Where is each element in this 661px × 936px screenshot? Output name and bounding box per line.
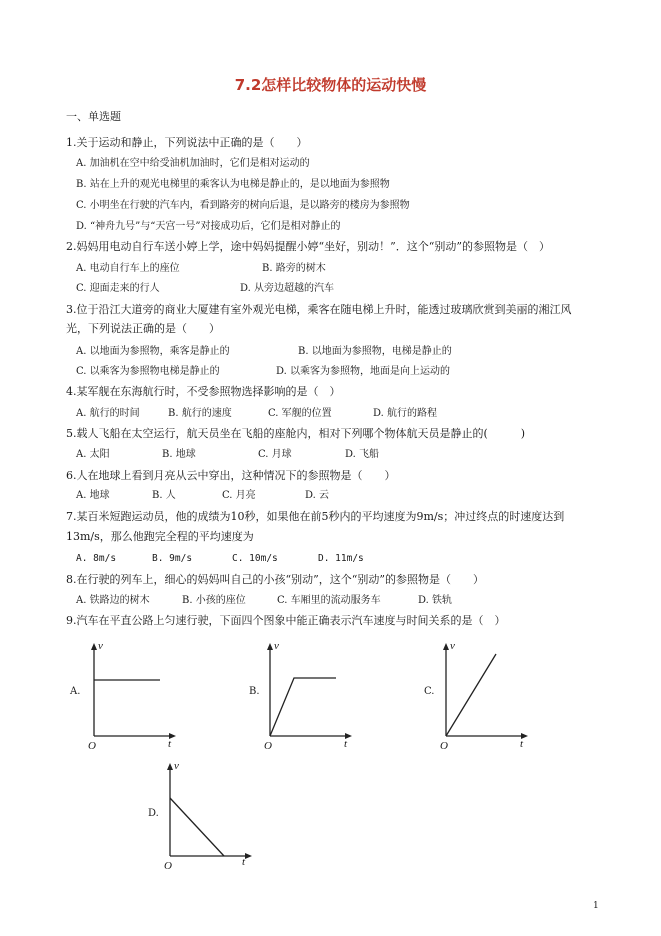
q2-option-d: D. 从旁边超越的汽车 [240,283,335,294]
q6-option-a: A. 地球 [76,490,110,501]
q4-option-b: B. 航行的速度 [168,408,232,419]
q6-option-d: D. 云 [305,490,330,501]
question-7-stem-line1: 7.某百米短跑运动员，他的成绩为10秒，如果他在前5秒内的平均速度为9m/s；冲过终点的时速度达到 [66,510,565,523]
q7-option-b: B. 9m/s [152,553,193,564]
question-8-stem: 8.在行驶的列车上，细心的妈妈叫自己的小孩“别动”，这个“别动”的参照物是（ ） [66,573,484,586]
q6-option-b: B. 人 [152,490,176,501]
q1-option-a: A. 加油机在空中给受油机加油时，它们是相对运动的 [76,158,310,169]
question-3-stem-line2: 光，下列说法正确的是（ ） [66,322,220,335]
page-title: 7.2怎样比较物体的运动快慢 [234,76,427,94]
q3-option-b: B. 以地面为参照物，电梯是静止的 [298,346,452,357]
question-4-stem: 4.某军舰在东海航行时，不受参照物选择影响的是（ ） [66,385,341,398]
q7-option-a: A. 8m/s [76,553,117,564]
page-number: 1 [593,901,599,911]
q5-option-b: B. 地球 [162,449,196,460]
q1-option-c: C. 小明坐在行驶的汽车内，看到路旁的树向后退，是以路旁的楼房为参照物 [76,200,410,211]
question-6-stem: 6.人在地球上看到月亮从云中穿出，这种情况下的参照物是（ ） [66,469,396,482]
q4-option-d: D. 航行的路程 [373,408,438,419]
q3-option-a: A. 以地面为参照物，乘客是静止的 [76,346,230,357]
q5-option-a: A. 太阳 [76,449,110,460]
q2-option-c: C. 迎面走来的行人 [76,283,160,294]
q7-option-d: D. 11m/s [318,553,364,564]
graph-c-t-label: t [520,738,524,750]
graph-b-origin: O [264,740,272,752]
question-5-stem: 5.载人飞船在太空运行，航天员坐在飞船的座舱内，相对下列哪个物体航天员是静止的( ) [66,427,526,440]
graph-a-origin: O [88,740,96,752]
question-9-stem: 9.汽车在平直公路上匀速行驶，下面四个图象中能正确表示汽车速度与时间关系的是（ ） [66,614,506,627]
q4-option-c: C. 军舰的位置 [268,408,332,419]
q4-option-a: A. 航行的时间 [76,408,140,419]
q8-option-d: D. 铁轨 [418,595,453,606]
graph-d-t-label: t [242,856,246,868]
graph-a-v-label: v [98,640,103,652]
q2-option-a: A. 电动自行车上的座位 [76,263,180,274]
q3-option-c: C. 以乘客为参照物电梯是静止的 [76,366,220,377]
graph-c-origin: O [440,740,448,752]
graph-b-v-label: v [274,640,279,652]
q8-option-a: A. 铁路边的树木 [76,595,150,606]
graph-a-t-label: t [168,738,172,750]
graph-a-horizontal-line [84,640,184,752]
graph-c-v-label: v [450,640,455,652]
graph-d-origin: O [164,860,172,872]
q2-option-b: B. 路旁的树木 [262,263,326,274]
q5-option-d: D. 飞船 [345,449,380,460]
section-heading: 一、单选题 [66,110,121,123]
q1-option-b: B. 站在上升的观光电梯里的乘客认为电梯是静止的，是以地面为参照物 [76,179,390,190]
q6-option-c: C. 月亮 [222,490,256,501]
q8-option-c: C. 车厢里的流动服务车 [277,595,381,606]
graph-d-label: D. [148,808,159,819]
graph-b-t-label: t [344,738,348,750]
graph-c-label: C. [424,686,435,697]
question-3-stem-line1: 3.位于沿江大道旁的商业大厦建有室外观光电梯，乘客在随电梯上升时，能透过玻璃欣赏到美丽的湘江风 [66,303,572,316]
q5-option-c: C. 月球 [258,449,292,460]
q7-option-c: C. 10m/s [232,553,278,564]
graph-a-label: A. [70,686,81,697]
q8-option-b: B. 小孩的座位 [182,595,246,606]
question-1-stem: 1.关于运动和静止，下列说法中正确的是（ ） [66,136,308,149]
graph-b-label: B. [249,686,260,697]
q3-option-d: D. 以乘客为参照物，地面是向上运动的 [276,366,451,377]
graph-b-ramp-then-flat [260,640,360,752]
question-2-stem: 2.妈妈用电动自行车送小婷上学，途中妈妈提醒小婷“坐好，别动！”．这个“别动”的参照物是（ ） [66,240,550,253]
question-7-stem-line2: 13m/s，那么他跑完全程的平均速度为 [66,530,254,543]
q1-option-d: D. “神舟九号”与“天宫一号”对接成功后，它们是相对静止的 [76,221,341,232]
graph-c-increasing-line [436,640,536,752]
graph-d-v-label: v [174,760,179,772]
